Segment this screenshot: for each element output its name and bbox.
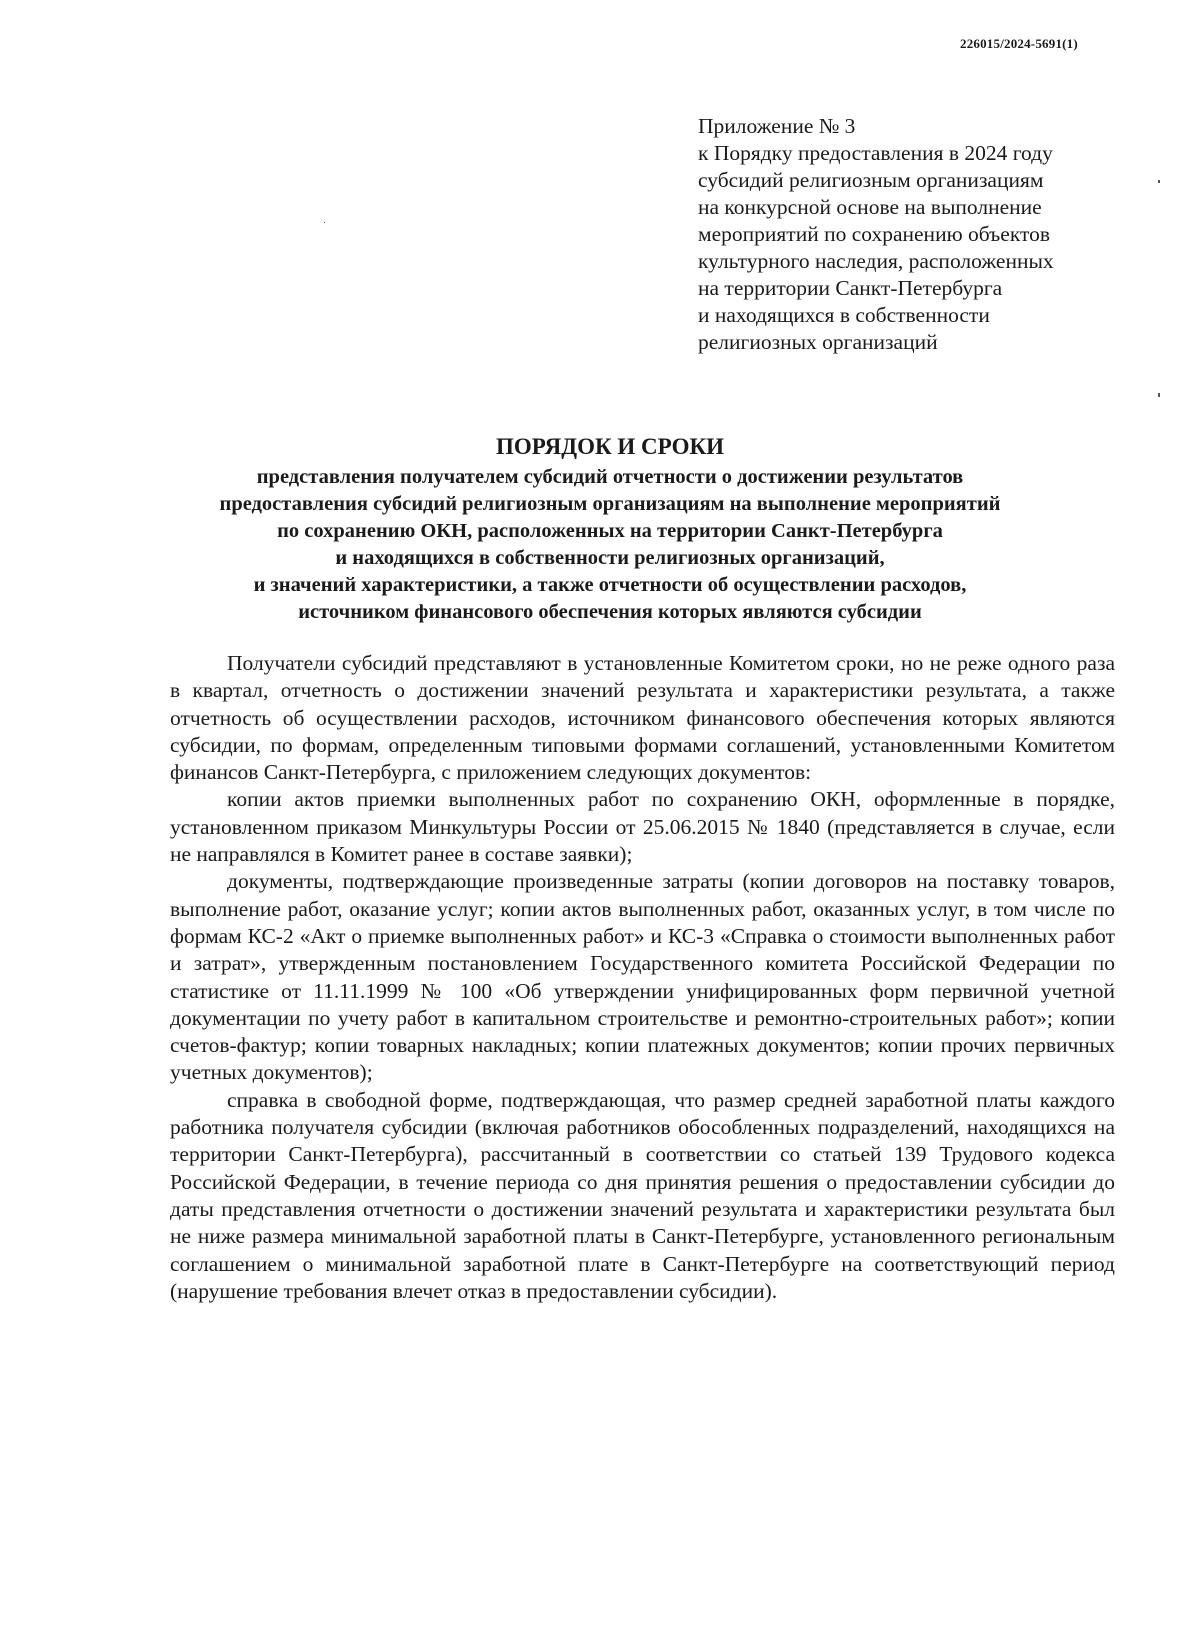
subtitle-line: по сохранению ОКН, расположенных на территории Санкт-Петербурга [277,520,943,542]
subtitle-line: и находящихся в собственности религиозных организаций, [335,547,885,569]
subtitle-line: источником финансового обеспечения которых являются субсидии [298,601,922,623]
appendix-line: субсидий религиозным организациям [698,168,1044,192]
appendix-line: мероприятий по сохранению объектов [698,222,1050,246]
subtitle-line: представления получателем субсидий отчетности о достижении результатов [256,466,964,488]
document-title-block [140,432,1080,626]
appendix-line: на территории Санкт-Петербурга [698,276,1003,300]
subtitle-line: предоставления субсидий религиозным организациям на выполнение мероприятий [219,493,1001,515]
scan-speck [324,222,325,223]
appendix-line: к Порядку предоставления в 2024 году [698,141,1053,165]
scan-speck [1158,180,1160,183]
body-paragraph-intro: Получатели субсидий представляют в установленные Комитетом сроки, но не реже одного раза в квартал, отчетность о достижении значений результата и характеристики результата, а также отчетность об осуществлении расходов, источником финансового обеспечения которых являются субсидии, по формам, определенным типовыми формами соглашений, установленными Комитетом финансов Санкт-Петербурга, с приложением следующих документов: [170,651,1115,785]
body-paragraph-expenses: документы, подтверждающие произведенные затраты (копии договоров на поставку товаров, выполнение работ, оказание услуг; копии актов выполненных работ, оказанных услуг, в том числе по формам КС-2 «Акт о приемке выполненных работ» и КС-3 «Справка о стоимости выполненных работ и затрат», утвержденным постановлением Государственного комитета Российской Федерации по статистике от 11.11.1999 № 100 «Об утверждении унифицированных форм первичной учетной документации по учету работ в капитальном строительстве и ремонтно-строительных работ»; копии счетов-фактур; копии товарных накладных; копии платежных документов; копии прочих первичных учетных документов); [170,869,1115,1085]
subtitle-line: и значений характеристики, а также отчетности об осуществлении расходов, [253,574,967,596]
body-paragraph-salary: справка в свободной форме, подтверждающая, что размер средней заработной платы каждого работника получателя субсидии (включая работников обособленных подразделений, находящихся на территории Санкт-Петербурга), рассчитанный в соответствии со статьей 139 Трудового кодекса Российской Федерации, в течение периода со дня принятия решения о предоставлении субсидии до даты представления отчетности о достижении значений результата и характеристики результата был не ниже размера минимальной заработной платы в Санкт-Петербурге, установленного региональным соглашением о минимальной заработной плате в Санкт-Петербурге на соответствующий период (нарушение требования влечет отказ в предоставлении субсидии). [170,1087,1115,1303]
appendix-line: культурного наследия, расположенных [698,249,1054,273]
document-id: 226015/2024-5691(1) [960,36,1078,51]
document-title: ПОРЯДОК И СРОКИ [495,434,725,459]
document-body [170,650,1115,1305]
appendix-reference [698,113,1138,356]
appendix-line: Приложение № 3 [698,114,856,138]
scan-speck [1158,393,1160,397]
body-paragraph-acts: копии актов приемки выполненных работ по сохранению ОКН, оформленные в порядке, установленном приказом Минкультуры России от 25.06.2015 № 1840 (представляется в случае, если не направлялся в Комитет ранее в составе заявки); [170,787,1115,867]
appendix-line: на конкурсной основе на выполнение [698,195,1042,219]
document-subtitle [140,464,1080,626]
appendix-line: религиозных организаций [698,330,938,354]
appendix-line: и находящихся в собственности [698,303,990,327]
